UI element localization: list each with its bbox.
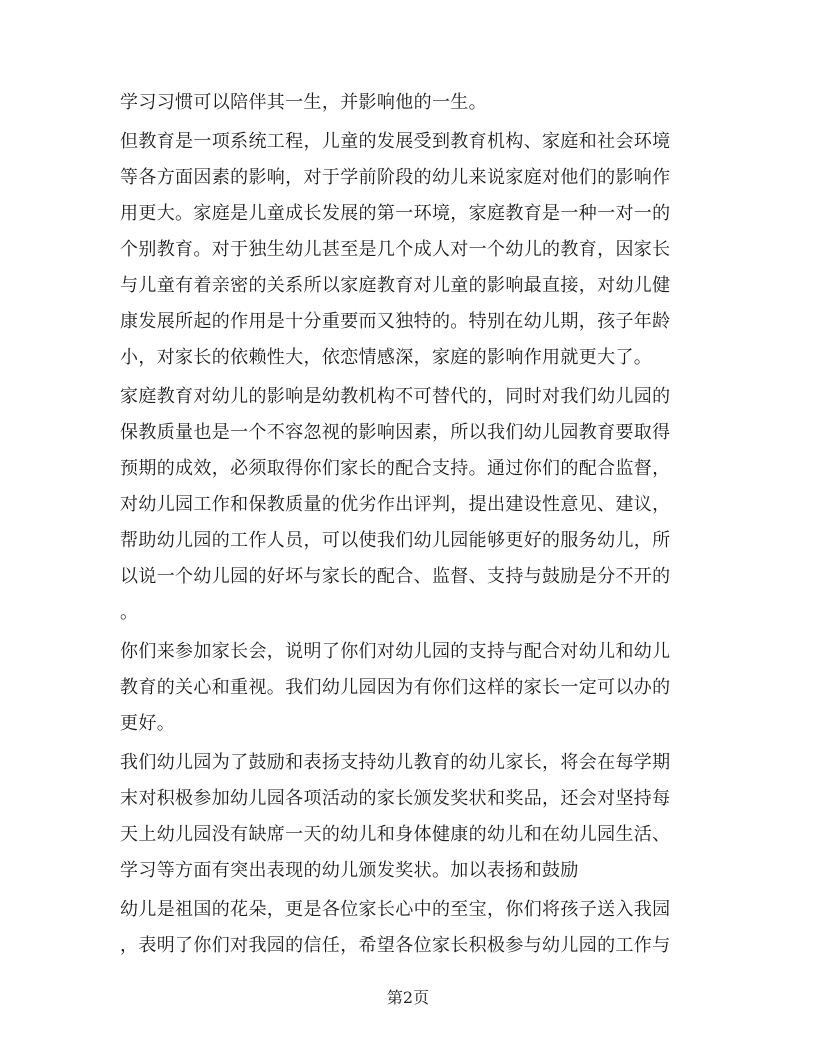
body-line-3: 等各方面因素的影响，对于学前阶段的幼儿来说家庭对他们的影响作 [120,167,671,188]
body-line-10: 保教质量也是一个不容忽视的影响因素，所以我们幼儿园教育要取得 [120,422,671,443]
body-line-15: 。 [120,602,139,623]
body-line-24: ，表明了你们对我园的信任，希望各位家长积极参与幼儿园的工作与 [120,935,671,956]
body-line-23: 幼儿是祖国的花朵，更是各位家长心中的至宝，你们将孩子送入我园 [120,899,671,920]
body-line-12: 对幼儿园工作和保教质量的优劣作出评判，提出建设性意见、建议， [120,494,671,515]
body-line-8: 小，对家长的依赖性大，依恋情感深，家庭的影响作用就更大了。 [120,347,653,368]
body-line-18: 更好。 [120,713,176,734]
body-line-14: 以说一个幼儿园的好坏与家长的配合、监督、支持与鼓励是分不开的 [120,566,671,587]
body-line-17: 教育的关心和重视。我们幼儿园因为有你们这样的家长一定可以办的 [120,677,671,698]
body-line-19: 我们幼儿园为了鼓励和表扬支持幼儿教育的幼儿家长，将会在每学期 [120,752,671,773]
body-line-16: 你们来参加家长会，说明了你们对幼儿园的支持与配合对幼儿和幼儿 [120,641,671,662]
body-line-6: 与儿童有着亲密的关系所以家庭教育对儿童的影响最直接，对幼儿健 [120,275,671,296]
body-line-9: 家庭教育对幼儿的影响是幼教机构不可替代的，同时对我们幼儿园的 [120,386,671,407]
body-line-7: 康发展所起的作用是十分重要而又独特的。特别在幼儿期，孩子年龄 [120,311,671,332]
body-line-11: 预期的成效，必须取得你们家长的配合支持。通过你们的配合监督， [120,458,671,479]
body-line-5: 个别教育。对于独生幼儿甚至是几个成人对一个幼儿的教育，因家长 [120,239,671,260]
body-line-4: 用更大。家庭是儿童成长发展的第一环境，家庭教育是一种一对一的 [120,203,671,224]
body-line-1: 学习习惯可以陪伴其一生，并影响他的一生。 [120,92,487,113]
body-line-2: 但教育是一项系统工程，儿童的发展受到教育机构、家庭和社会环境 [120,131,671,152]
body-line-22: 学习等方面有突出表现的幼儿颁发奖状。加以表扬和鼓励 [120,860,579,881]
body-line-13: 帮助幼儿园的工作人员，可以使我们幼儿园能够更好的服务幼儿，所 [120,530,671,551]
page-number: 第2页 [386,988,430,1007]
body-line-21: 天上幼儿园没有缺席一天的幼儿和身体健康的幼儿和在幼儿园生活、 [120,824,671,845]
body-line-20: 末对积极参加幼儿园各项活动的家长颁发奖状和奖品，还会对坚持每 [120,788,671,809]
